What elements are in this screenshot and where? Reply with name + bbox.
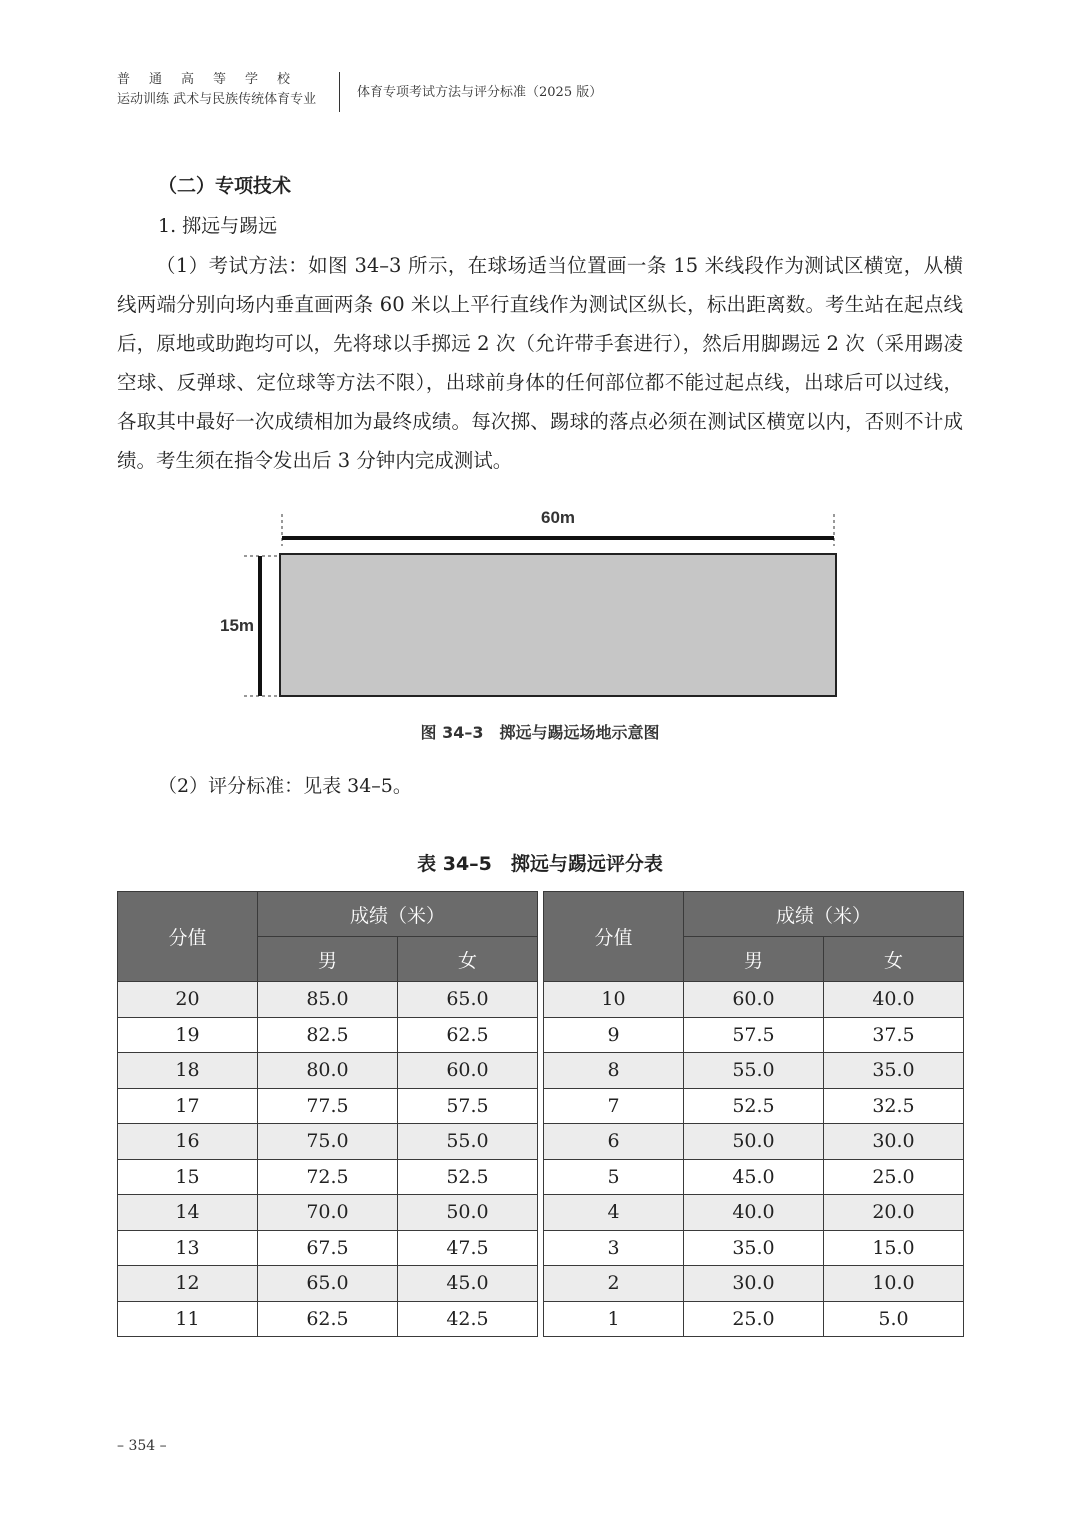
female-cell: 52.5 (398, 1159, 538, 1195)
female-cell: 42.5 (398, 1301, 538, 1337)
male-cell: 25.0 (684, 1301, 824, 1337)
table-row (544, 1195, 964, 1231)
female-cell: 57.5 (398, 1088, 538, 1124)
male-cell: 45.0 (684, 1159, 824, 1195)
header-score: 分值 (118, 892, 258, 982)
scoring-standard-note: （2）评分标准：见表 34–5。 (158, 775, 412, 797)
header-school-label: 普通高等学校 (117, 72, 310, 87)
male-cell: 60.0 (684, 982, 824, 1018)
width-label: 15m (219, 616, 255, 635)
table-row (118, 1195, 538, 1231)
field-diagram (210, 498, 870, 712)
score-cell: 7 (544, 1088, 684, 1124)
male-cell: 75.0 (258, 1124, 398, 1160)
male-cell: 77.5 (258, 1088, 398, 1124)
header-major-label: 运动训练 武术与民族传统体育专业 (117, 92, 317, 107)
table-row (118, 1159, 538, 1195)
header-result: 成绩（米） (684, 892, 964, 937)
score-cell: 6 (544, 1124, 684, 1160)
female-cell: 37.5 (824, 1017, 964, 1053)
female-cell: 47.5 (398, 1230, 538, 1266)
score-cell: 15 (118, 1159, 258, 1195)
section-title: （二）专项技术 (158, 175, 292, 197)
length-label: 60m (540, 508, 576, 527)
female-cell: 5.0 (824, 1301, 964, 1337)
subsection-title: 1. 掷远与踢远 (158, 215, 278, 237)
table-row (544, 1230, 964, 1266)
score-table-right (543, 891, 964, 1337)
header-male: 男 (684, 937, 824, 982)
score-cell: 13 (118, 1230, 258, 1266)
table-row (544, 1053, 964, 1089)
score-cell: 14 (118, 1195, 258, 1231)
male-cell: 50.0 (684, 1124, 824, 1160)
female-cell: 20.0 (824, 1195, 964, 1231)
male-cell: 65.0 (258, 1266, 398, 1302)
male-cell: 30.0 (684, 1266, 824, 1302)
header-male: 男 (258, 937, 398, 982)
male-cell: 62.5 (258, 1301, 398, 1337)
female-cell: 55.0 (398, 1124, 538, 1160)
table-title: 表 34–5 掷远与踢远评分表 (417, 853, 663, 875)
table-row (544, 982, 964, 1018)
table-row (544, 1124, 964, 1160)
female-cell: 45.0 (398, 1266, 538, 1302)
score-cell: 4 (544, 1195, 684, 1231)
exam-method-paragraph: （1）考试方法：如图 34–3 所示，在球场适当位置画一条 15 米线段作为测试区横宽，从横线两端分别向场内垂直画两条 60 米以上平行直线作为测试区纵长，标出距离数。考生站在起点线后，原地或助跑均可以，先将球以手掷远 2 次（允许带手套进行），然后用脚踢远 2 次（采用踢凌空球、反弹球、定位球等方法不限），出球前身体的任何部位都不能过起点线，出球后可以过线，各取其中最好一次成绩相加为最终成绩。每次掷、踢球的落点必须在测试区横宽以内，否则不计成绩。考生须在指令发出后 3 分钟内完成测试。 (117, 254, 963, 472)
male-cell: 52.5 (684, 1088, 824, 1124)
score-cell: 1 (544, 1301, 684, 1337)
score-cell: 10 (544, 982, 684, 1018)
table-row (118, 1266, 538, 1302)
female-cell: 60.0 (398, 1053, 538, 1089)
female-cell: 10.0 (824, 1266, 964, 1302)
table-row (118, 1124, 538, 1160)
table-row (118, 1230, 538, 1266)
table-row (118, 1053, 538, 1089)
male-cell: 40.0 (684, 1195, 824, 1231)
table-row (544, 1159, 964, 1195)
score-cell: 18 (118, 1053, 258, 1089)
table-row (544, 1088, 964, 1124)
score-cell: 3 (544, 1230, 684, 1266)
table-row (544, 1301, 964, 1337)
header-book-title: 体育专项考试方法与评分标准（2025 版） (357, 85, 603, 100)
female-cell: 15.0 (824, 1230, 964, 1266)
male-cell: 70.0 (258, 1195, 398, 1231)
male-cell: 80.0 (258, 1053, 398, 1089)
female-cell: 65.0 (398, 982, 538, 1018)
table-row (118, 1088, 538, 1124)
female-cell: 62.5 (398, 1017, 538, 1053)
score-cell: 5 (544, 1159, 684, 1195)
score-cell: 9 (544, 1017, 684, 1053)
male-cell: 35.0 (684, 1230, 824, 1266)
table-row (118, 1301, 538, 1337)
figure-caption: 图 34–3 掷远与踢远场地示意图 (420, 723, 660, 742)
male-cell: 72.5 (258, 1159, 398, 1195)
table-row (118, 982, 538, 1018)
score-cell: 2 (544, 1266, 684, 1302)
male-cell: 82.5 (258, 1017, 398, 1053)
female-cell: 32.5 (824, 1088, 964, 1124)
header-female: 女 (398, 937, 538, 982)
header-score: 分值 (544, 892, 684, 982)
male-cell: 67.5 (258, 1230, 398, 1266)
female-cell: 25.0 (824, 1159, 964, 1195)
score-cell: 12 (118, 1266, 258, 1302)
female-cell: 40.0 (824, 982, 964, 1018)
male-cell: 57.5 (684, 1017, 824, 1053)
score-cell: 17 (118, 1088, 258, 1124)
header-book-series (117, 70, 327, 110)
female-cell: 35.0 (824, 1053, 964, 1089)
female-cell: 30.0 (824, 1124, 964, 1160)
score-cell: 16 (118, 1124, 258, 1160)
score-cell: 8 (544, 1053, 684, 1089)
male-cell: 55.0 (684, 1053, 824, 1089)
header-result: 成绩（米） (258, 892, 538, 937)
score-cell: 20 (118, 982, 258, 1018)
header-divider (339, 72, 340, 112)
table-row (544, 1266, 964, 1302)
page-number: – 354 – (117, 1438, 167, 1454)
female-cell: 50.0 (398, 1195, 538, 1231)
score-cell: 19 (118, 1017, 258, 1053)
score-table-left (117, 891, 538, 1337)
score-cell: 11 (118, 1301, 258, 1337)
table-row (118, 1017, 538, 1053)
test-area-rect (280, 554, 836, 696)
header-female: 女 (824, 937, 964, 982)
table-row (544, 1017, 964, 1053)
male-cell: 85.0 (258, 982, 398, 1018)
